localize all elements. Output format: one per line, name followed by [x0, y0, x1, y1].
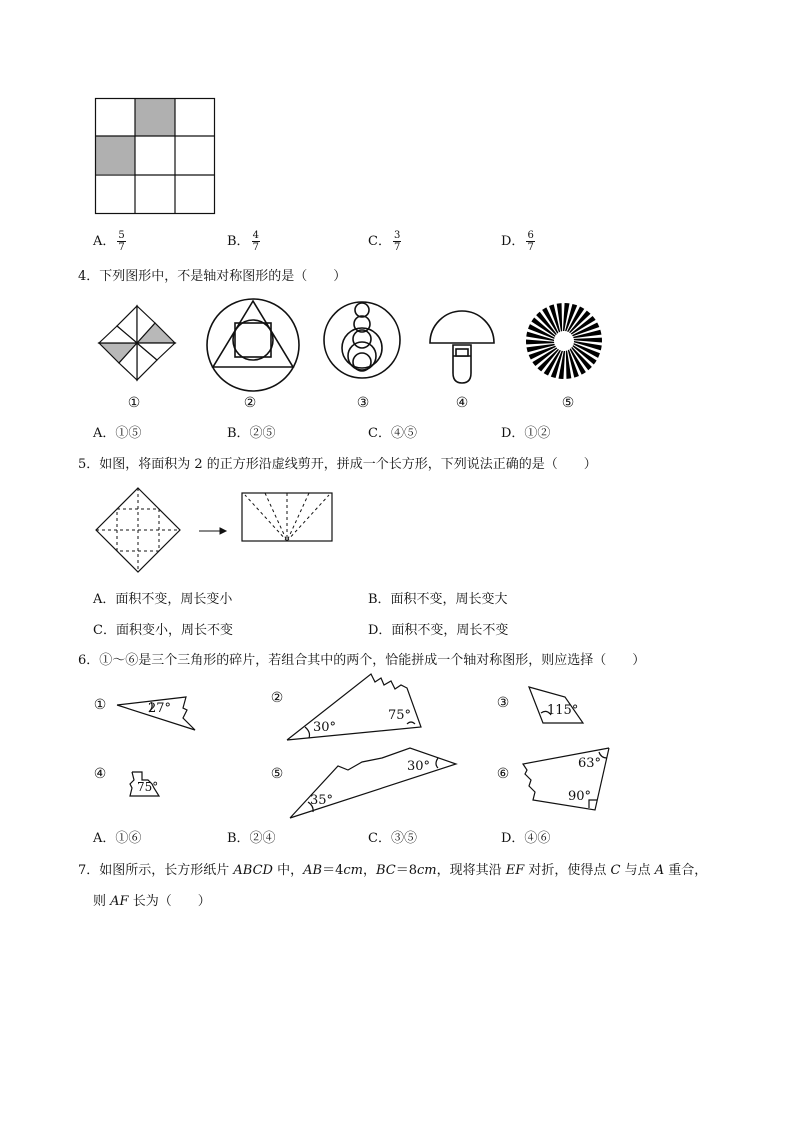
q6-piece-label: ② — [270, 690, 284, 706]
q6-angle-90: 90° — [568, 789, 592, 804]
q4-figure-label: ③ — [356, 395, 370, 411]
q4-figure-sunburst — [524, 301, 604, 381]
fraction: $\frac{6}{7}$ — [527, 230, 534, 253]
q6-piece-label: ⑤ — [270, 766, 284, 782]
q6-piece-label: ③ — [496, 695, 510, 711]
q3-option-a[interactable]: A． $\frac{5}{7}$ — [93, 230, 125, 253]
q4-figure-pinwheel — [95, 302, 179, 384]
q6-option-a[interactable]: A．①⑥ — [93, 831, 142, 846]
q6-angle-30: 30° — [313, 720, 337, 735]
fraction: $\frac{3}{7}$ — [393, 230, 401, 253]
q6-angle-75-small: 75° — [137, 780, 159, 794]
q3-option-b[interactable]: B． $\frac{4}{7}$ — [227, 230, 259, 253]
q6-angle-75: 75° — [388, 708, 412, 723]
q4-figure-paddle — [426, 298, 498, 390]
q7-stem-line2: 则 AF 长为（ ） — [93, 894, 211, 909]
q4-figure-triangle-in-circle — [205, 297, 301, 393]
q6-piece-2 — [285, 672, 423, 742]
q6-option-d[interactable]: D．④⑥ — [501, 831, 551, 846]
q6-piece-5 — [288, 746, 458, 820]
q6-piece-label: ① — [93, 697, 107, 713]
q6-option-c[interactable]: C．③⑤ — [368, 831, 417, 846]
q6-angle-35: 35° — [310, 793, 334, 808]
q6-stem: 6．①～⑥是三个三角形的碎片，若组合其中的两个，恰能拼成一个轴对称图形，则应选择（ ） — [78, 653, 646, 668]
q6-angle-27: 27° — [148, 701, 172, 716]
q6-angle-63: 63° — [578, 756, 602, 771]
q6-option-b[interactable]: B．②④ — [227, 831, 276, 846]
q6-piece-label: ④ — [93, 766, 107, 782]
q3-option-c[interactable]: C． $\frac{3}{7}$ — [368, 230, 401, 253]
q5-stem: 5．如图，将面积为 2 的正方形沿虚线剪开，拼成一个长方形，下列说法正确的是（ ） — [78, 457, 597, 472]
q5-option-c[interactable]: C．面积变小，周长不变 — [93, 623, 233, 638]
q7-stem-line1: 7．如图所示，长方形纸片 ABCD 中，AB＝4cm，BC＝8cm，现将其沿 EF 对折，使得点 C 与点 A 重合， — [78, 863, 708, 878]
q6-angle-30-b: 30° — [407, 759, 431, 774]
q4-figure-label: ④ — [455, 395, 469, 411]
q4-figure-label: ⑤ — [561, 395, 575, 411]
q4-stem: 4．下列图形中，不是轴对称图形的是（ ） — [78, 269, 347, 284]
q4-figure-label: ① — [127, 395, 141, 411]
q3-option-d[interactable]: D． $\frac{6}{7}$ — [501, 230, 534, 253]
q6-angle-115: 115° — [547, 703, 579, 718]
q4-option-a[interactable]: A．①⑤ — [93, 426, 142, 441]
q3-grid-figure — [95, 98, 216, 215]
q5-option-b[interactable]: B．面积不变，周长变大 — [368, 592, 508, 607]
q5-option-d[interactable]: D．面积不变，周长不变 — [368, 623, 509, 638]
q4-figure-stacked-circles — [322, 300, 402, 380]
q4-option-c[interactable]: C．④⑤ — [368, 426, 417, 441]
q5-option-a[interactable]: A．面积不变，周长变小 — [93, 592, 233, 607]
q6-piece-label: ⑥ — [496, 766, 510, 782]
q5-figure — [95, 487, 340, 573]
q4-figure-label: ② — [243, 395, 257, 411]
q4-option-d[interactable]: D．①② — [501, 426, 551, 441]
q4-option-b[interactable]: B．②⑤ — [227, 426, 276, 441]
fraction: $\frac{4}{7}$ — [252, 230, 259, 253]
fraction: $\frac{5}{7}$ — [118, 230, 125, 253]
